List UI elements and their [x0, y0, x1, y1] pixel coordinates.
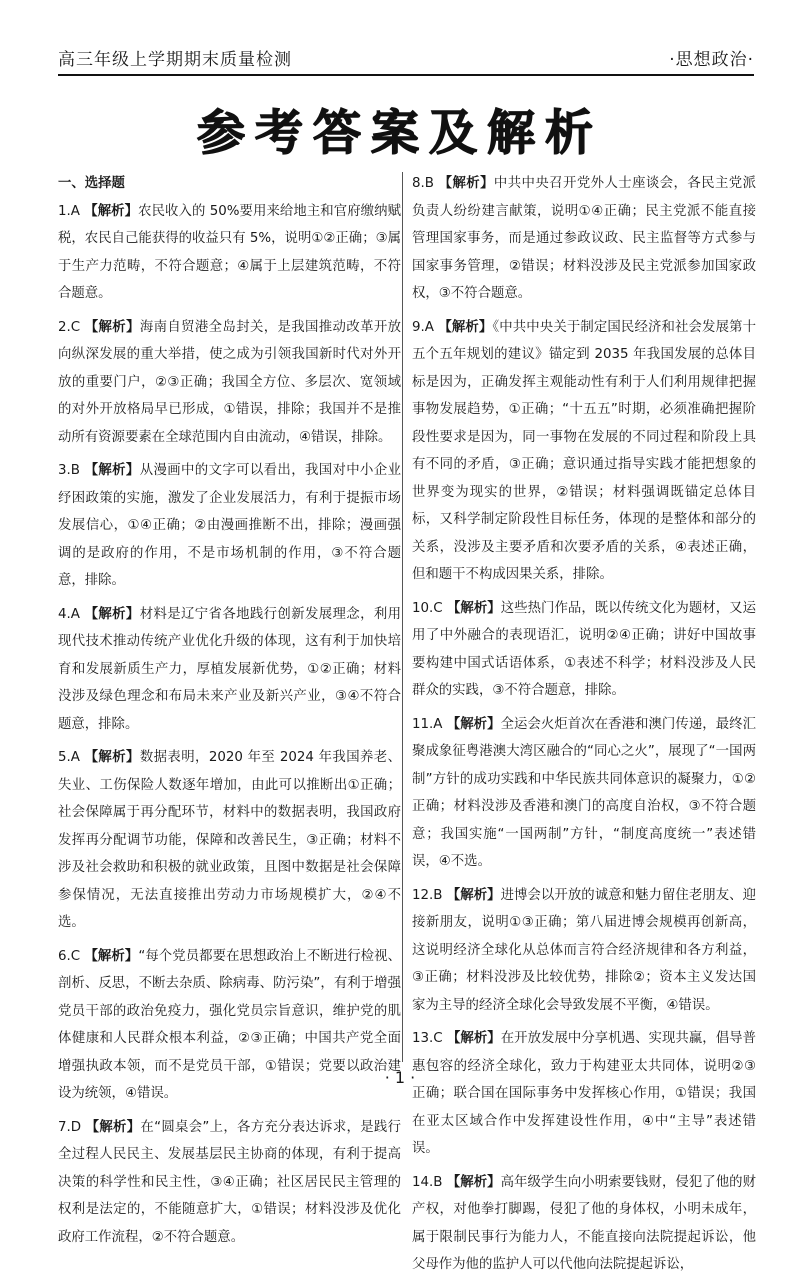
answer-item-4: 4.A 【解析】材料是辽宁省各地践行创新发展理念，利用现代技术推动传统产业优化升级的体现，这有利于加快培育和发展新质生产力，厚植发展新优势，①②正确；材料没涉及绿色理念和布局未来产业及新兴产业，③④不符合题意，排除。: [58, 606, 402, 732]
answer-item-6: 6.C 【解析】“每个党员都要在思想政治上不断进行检视、剖析、反思，不断去杂质、除病毒、防污染”，有利于增强党员干部的政治免疫力，强化党员宗旨意识，维护党的肌体健康和人民群众根本利益，②③正确；中国共产党全面增强执政本领，而不是党员干部，①错误；党要以政治建设为统领，④错误。: [58, 948, 401, 1101]
answer-item-1: 1.A 【解析】农民收入的 50%要用来给地主和官府缴纳赋税，农民自己能获得的收益只有 5%，说明①②正确；③属于生产力范畴，不符合题意；④属于上层建筑范畴，不符合题意。: [58, 203, 401, 301]
column-divider: [402, 172, 403, 1062]
page-header: [58, 44, 754, 76]
right-column: [412, 170, 756, 1285]
header-subject: ·思想政治·: [669, 50, 754, 70]
answer-item-11: 11.A 【解析】全运会火炬首次在香港和澳门传递，最终汇聚成象征粤港澳大湾区融合的“同心之火”，展现了“一国两制”方针的成功实践和中华民族共同体意识的凝聚力，①②正确；材料没涉及香港和澳门的高度自治权，③不符合题意；我国实施“一国两制”方针，“制度高度统一”表述错误，④不选。: [412, 716, 757, 869]
page-number: · 1 ·: [384, 1068, 416, 1087]
answer-item-8: 8.B 【解析】中共中央召开党外人士座谈会，各民主党派负责人纷纷建言献策，说明①④正确；民主党派不能直接管理国家事务，而是通过参政议政、民主监督等方式参与国家事务管理，②错误；材料没涉及民主党派参加国家政权，③不符合题意。: [412, 176, 756, 301]
left-column: [58, 170, 401, 1257]
answer-item-7: 7.D 【解析】在“圆桌会”上，各方充分表达诉求，是践行全过程人民民主、发展基层民主协商的体现，有利于提高决策的科学性和民主性，③④正确；社区居民民主管理的权利是法定的，不能随意扩大，①错误；材料没涉及优化政府工作流程，②不符合题意。: [58, 1119, 402, 1245]
answer-item-13: 13.C 【解析】在开放发展中分享机遇、实现共赢，倡导普惠包容的经济全球化，致力于构建亚太共同体，说明②③正确；联合国在国际事务中发挥核心作用，①错误；我国在亚太区域合作中发挥建设性作用，④中“主导”表述错误。: [412, 1031, 757, 1156]
page-title: 参考答案及解析: [196, 105, 603, 161]
answer-item-2: 2.C 【解析】海南自贸港全岛封关，是我国推动改革开放向纵深发展的重大举措，使之成为引领我国新时代对外开放的重要门户，②③正确；我国全方位、多层次、宽领域的对外开放格局早已形成，①错误，排除；我国并不是推动所有资源要素在全球范围内自由流动，④错误，排除。: [58, 319, 402, 445]
section-title: 一、选择题: [58, 176, 125, 191]
header-exam-title: 高三年级上学期期末质量检测: [58, 50, 292, 70]
answer-item-10: 10.C 【解析】这些热门作品，既以传统文化为题材，又运用了中外融合的表现语汇，说明②④正确；讲好中国故事要构建中国式话语体系，①表述不科学；材料没涉及人民群众的实践，③不符合题意，排除。: [412, 600, 757, 698]
answer-item-14: 14.B 【解析】高年级学生向小明索要钱财，侵犯了他的财产权，对他拳打脚踢，侵犯了他的身体权，小明未成年，属于限制民事行为能力人，不能直接向法院提起诉讼，他父母作为他的监护人可以代他向法院提起诉讼，: [412, 1174, 757, 1272]
answer-item-12: 12.B 【解析】进博会以开放的诚意和魅力留住老朋友、迎接新朋友，说明①③正确；第八届进博会规模再创新高，这说明经济全球化从总体而言符合经济规律和各方利益，③正确；材料没涉及比较优势，排除②；资本主义发达国家为主导的经济全球化会导致发展不平衡，④错误。: [412, 887, 757, 1013]
answer-item-5: 5.A 【解析】数据表明，2020 年至 2024 年我国养老、失业、工伤保险人数逐年增加，由此可以推断出①正确；社会保障属于再分配环节，材料中的数据表明，我国政府发挥再分配调节功能，保障和改善民生，③正确；材料不涉及社会救助和积极的就业政策，且图中数据是社会保障参保情况，无法直接推出劳动力市场规模扩大，②④不选。: [58, 750, 401, 930]
answer-item-9: 9.A 【解析】《中共中央关于制定国民经济和社会发展第十五个五年规划的建议》锚定到 2035 年我国发展的总体目标是因为，正确发挥主观能动性有利于人们利用规律把握事物发展趋势，①正确；“十五五”时期，必须准确把握阶段性要求是因为，同一事物在发展的不同过程和阶段上具有不同的矛盾，③正确；意识通过指导实践才能把想象的世界变为现实的世界，②错误；材料强调既锚定总体目标，又科学制定阶段性目标任务，体现的是整体和部分的关系，没涉及主要矛盾和次要矛盾的关系，④表述正确，但和题干不构成因果关系，排除。: [412, 319, 756, 582]
answer-item-3: 3.B 【解析】从漫画中的文字可以看出，我国对中小企业纾困政策的实施，激发了企业发展活力，有利于提振市场发展信心，①④正确；②由漫画推断不出，排除；漫画强调的是政府的作用，不是市场机制的作用，③不符合题意，排除。: [58, 463, 401, 588]
